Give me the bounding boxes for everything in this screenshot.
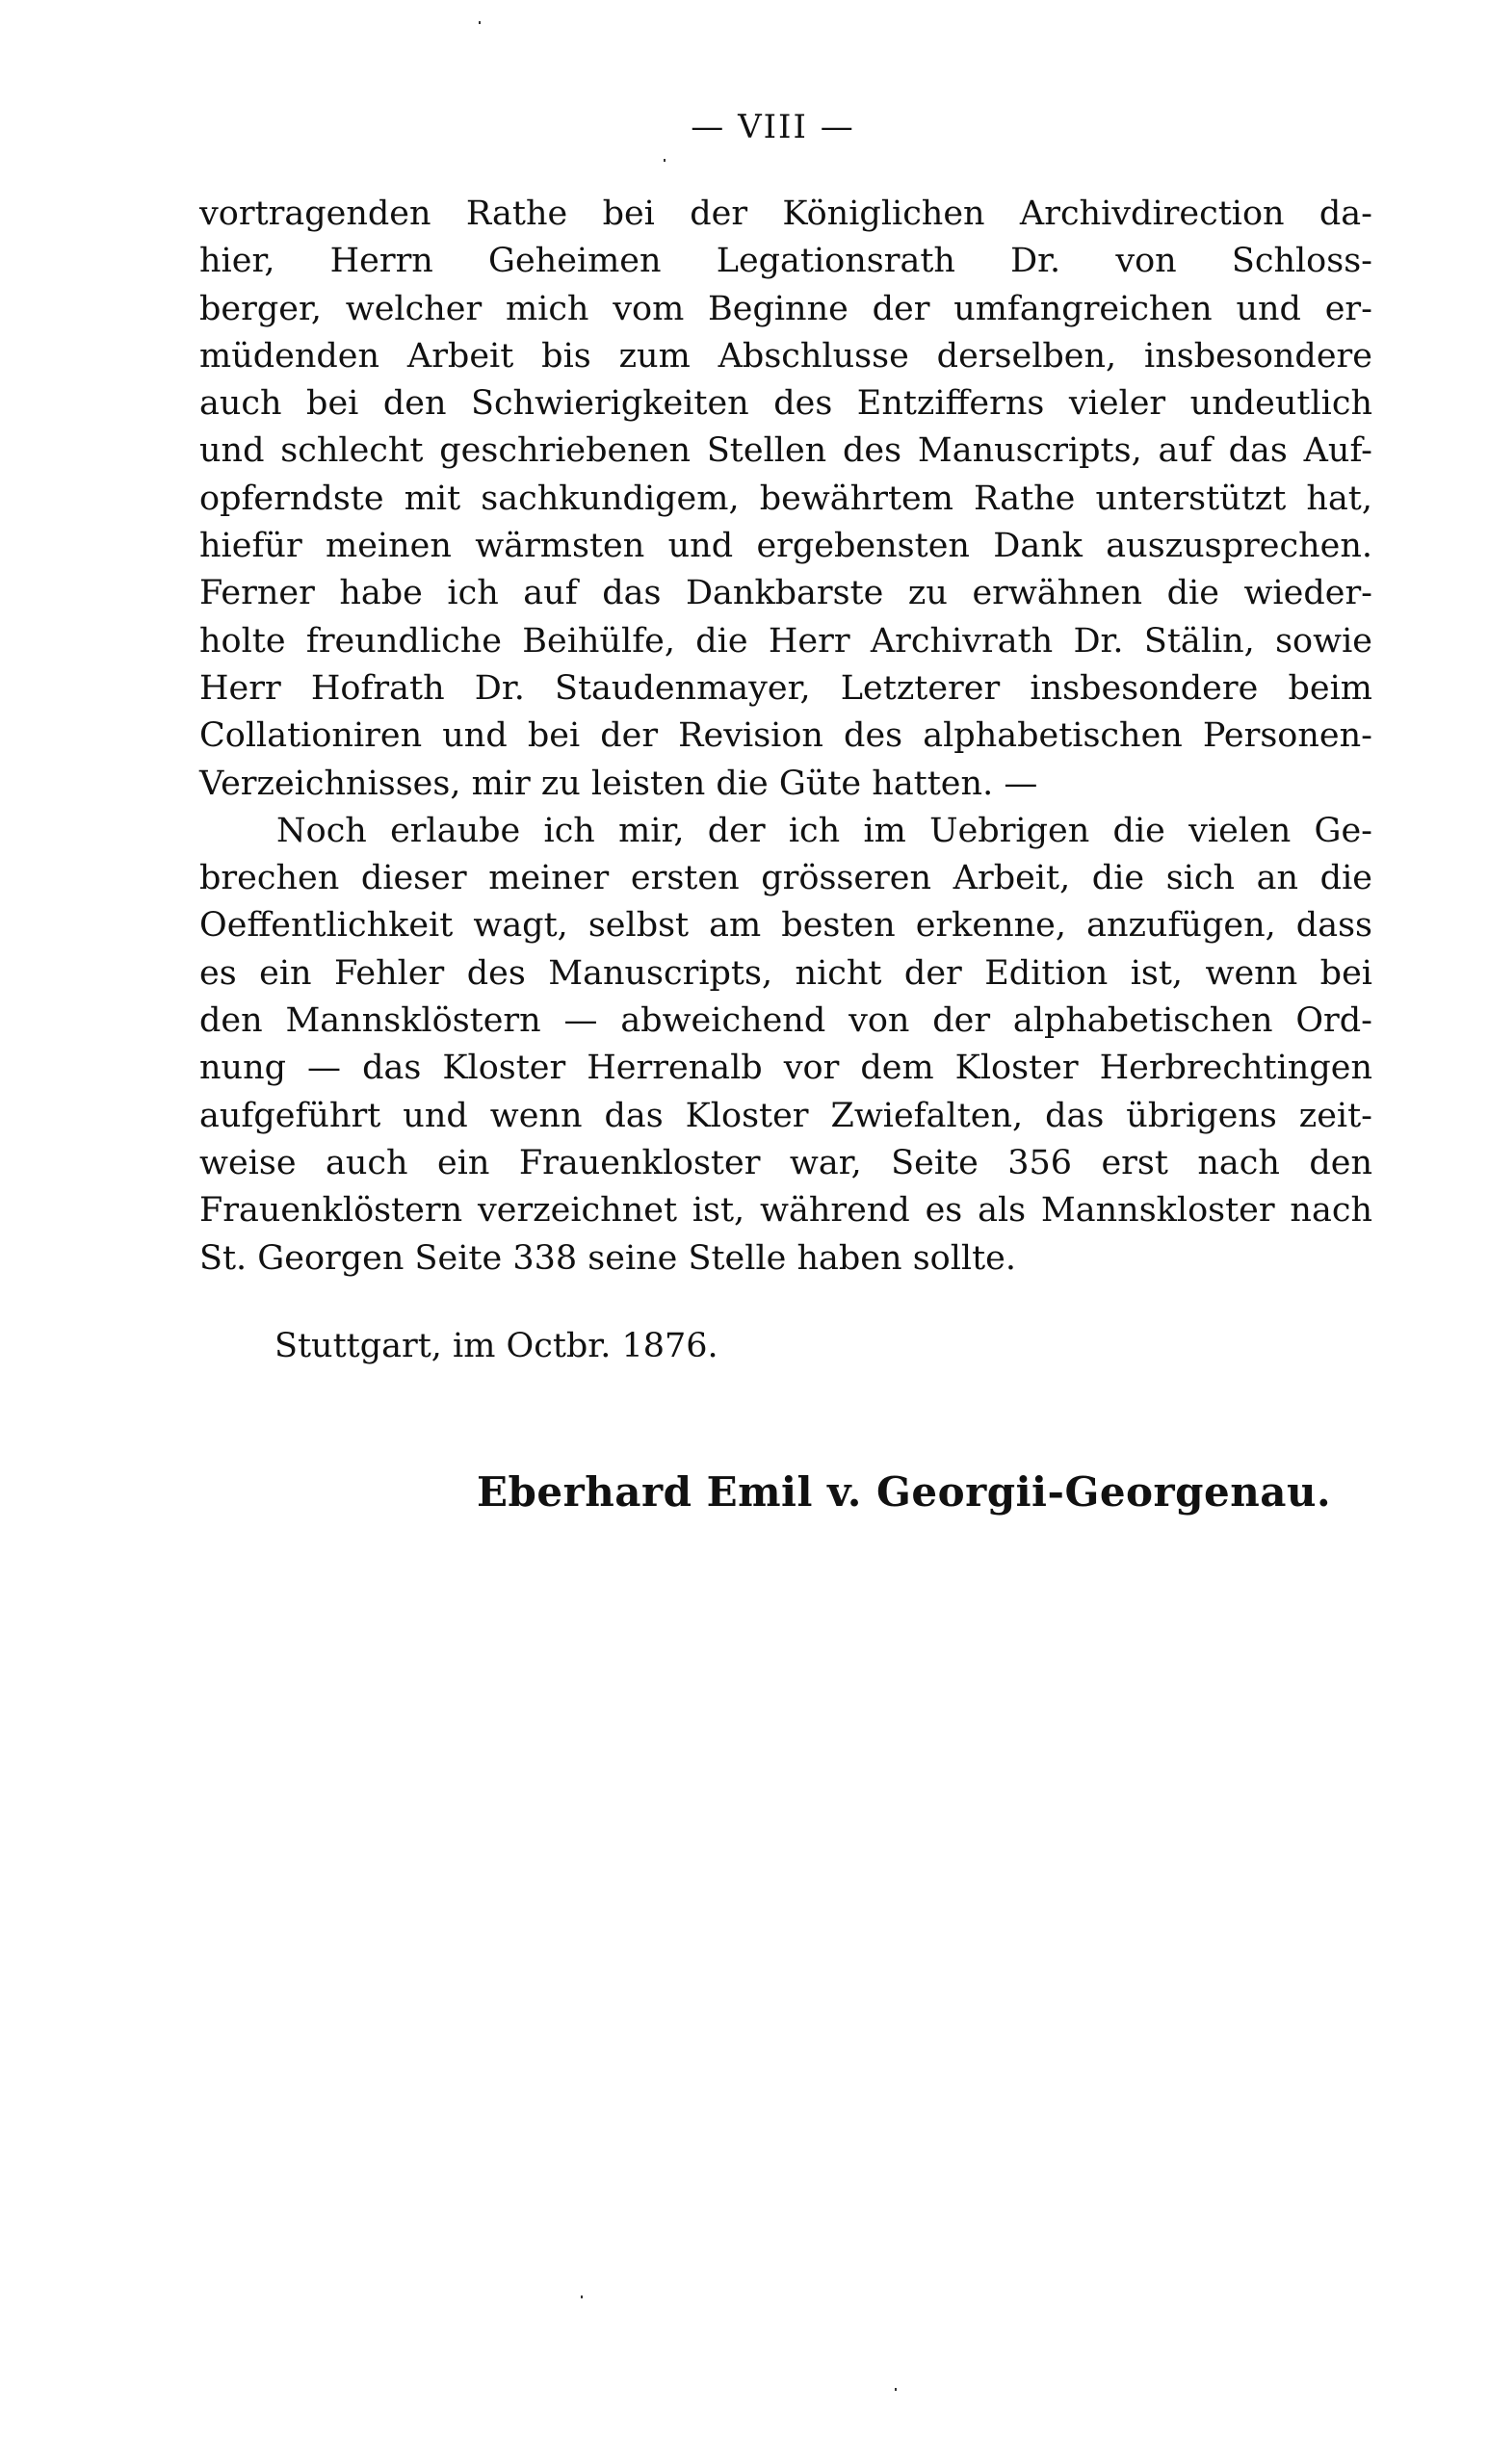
scan-speck [479,21,481,24]
text-line: auch bei den Schwierigkeiten des Entzifferns vieler undeutlich [199,384,1372,424]
text-line: Herr Hofrath Dr. Staudenmayer, Letzterer insbesondere beim [199,668,1372,708]
text-line: den Mannsklöstern — abweichend von der alphabetischen Ord- [199,1001,1372,1041]
text-line: hier, Herrn Geheimen Legationsrath Dr. von Schloss- [199,242,1372,281]
text-line: Collationiren und bei der Revision des alphabetischen Personen- [199,716,1372,756]
text-line: müdenden Arbeit bis zum Abschlusse derselben, insbesondere [199,336,1372,376]
text-line: vortragenden Rathe bei der Königlichen Archivdirection da- [199,195,1372,233]
text-line: berger, welcher mich vom Beginne der umfangreichen und er- [199,289,1372,328]
text-line: Oeffentlichkeit wagt, selbst am besten erkenne, anzufügen, dass [199,906,1372,946]
text-line: weise auch ein Frauenkloster war, Seite 356 erst nach den [199,1143,1372,1182]
text-line: hiefür meinen wärmsten und ergebensten Dank auszusprechen. [199,527,1372,566]
text-line: opferndste mit sachkundigem, bewährtem Rathe unterstützt hat, [199,479,1372,518]
text-line: es ein Fehler des Manuscripts, nicht der Edition ist, wenn bei [199,953,1372,993]
text-line: Ferner habe ich auf das Dankbarste zu erwähnen die wieder- [199,574,1372,613]
paragraph-end-line: St. Georgen Seite 338 seine Stelle haben sollte. [199,1238,1017,1278]
text-line: und schlecht geschriebenen Stellen des Manuscripts, auf das Auf- [199,431,1372,471]
scan-speck [895,2388,897,2391]
scan-speck [664,159,666,162]
author-signature: Eberhard Emil v. Georgii-Georgenau. [477,1468,1332,1516]
date-line: Stuttgart, im Octbr. 1876. [274,1327,718,1365]
text-line: brechen dieser meiner ersten grösseren Arbeit, die sich an die [199,859,1372,898]
paragraph-end-line: Verzeichnisses, mir zu leisten die Güte hatten. — [199,764,1038,803]
text-line: nung — das Kloster Herrenalb vor dem Kloster Herbrechtingen [199,1049,1372,1088]
page-number-header: — VIII — [691,108,855,146]
paragraph-start-line: Noch erlaube ich mir, der ich im Uebrigen die vielen Ge- [276,811,1372,850]
text-line: Frauenklöstern verzeichnet ist, während es als Mannskloster nach [199,1191,1372,1231]
body-text [199,191,1372,1283]
scan-speck [581,2295,583,2298]
text-line: aufgeführt und wenn das Kloster Zwiefalten, das übrigens zeit- [199,1096,1372,1135]
text-line: holte freundliche Beihülfe, die Herr Archivrath Dr. Stälin, sowie [199,621,1372,661]
